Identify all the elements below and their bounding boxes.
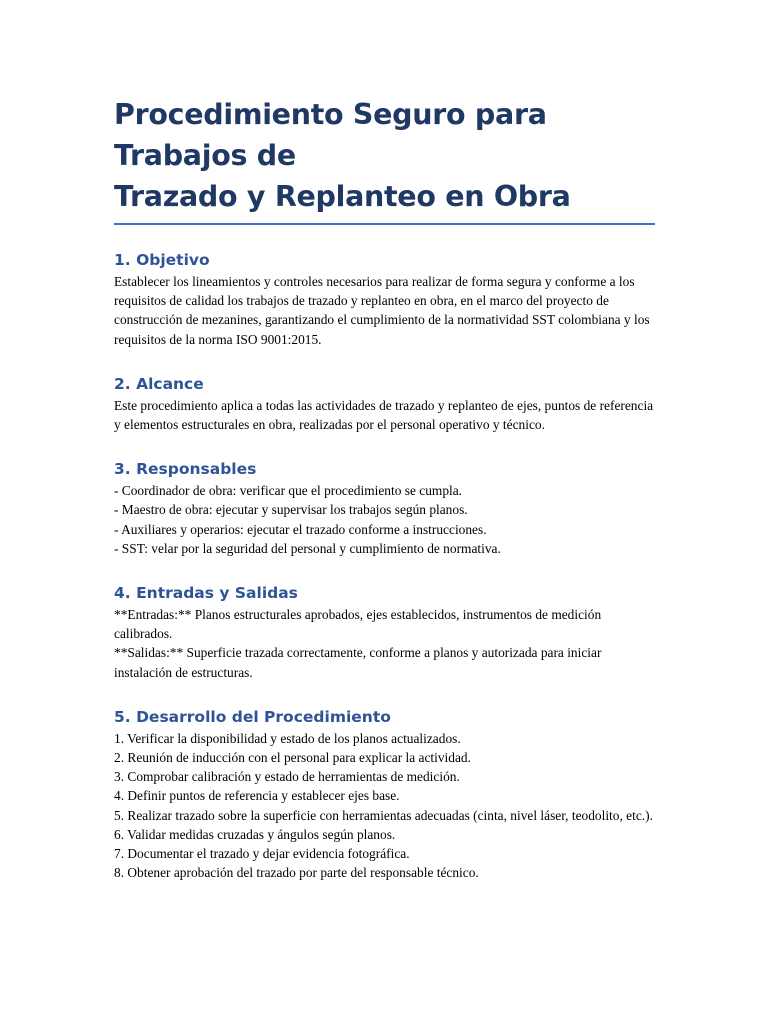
section-text-objetivo: Establecer los lineamientos y controles necesarios para realizar de forma segura y conforme a los requisitos de calidad los trabajos de trazado y replanteo en obra, en el marco del proyecto de construcción de mezanines, garantizando el cumplimiento de la normatividad SST colombiana y los requisitos de la norma ISO 9001:2015. xyxy=(114,274,650,347)
section-alcance xyxy=(114,373,656,434)
document-page xyxy=(114,94,656,906)
procedure-step: 1. Verificar la disponibilidad y estado de los planos actualizados. xyxy=(114,730,461,746)
section-text-alcance: Este procedimiento aplica a todas las actividades de trazado y replanteo de ejes, puntos de referencia y elementos estructurales en obra, realizadas por el personal operativo y técnico. xyxy=(114,397,654,433)
procedure-step: 5. Realizar trazado sobre la superficie con herramientas adecuadas (cinta, nivel láser, teodolito, etc.). xyxy=(114,807,653,823)
section-heading-objetivo: 1. Objetivo xyxy=(114,251,210,269)
section-objetivo xyxy=(114,249,656,349)
document-title-line-2: Trazado y Replanteo en Obra xyxy=(114,180,571,213)
responsable-item: - Auxiliares y operarios: ejecutar el trazado conforme a instrucciones. xyxy=(114,521,487,537)
section-heading-responsables: 3. Responsables xyxy=(114,460,257,479)
responsable-item: - SST: velar por la seguridad del personal y cumplimiento de normativa. xyxy=(114,540,501,556)
document-title-line-1: Procedimiento Seguro para Trabajos de xyxy=(114,98,547,172)
procedure-step: 8. Obtener aprobación del trazado por parte del responsable técnico. xyxy=(114,865,479,881)
procedure-step: 4. Definir puntos de referencia y establecer ejes base. xyxy=(114,788,400,804)
section-heading-entradas-salidas: 4. Entradas y Salidas xyxy=(114,584,298,603)
salidas-text: **Salidas:** Superficie trazada correctamente, conforme a planos y autorizada para iniciar instalación de estructuras. xyxy=(114,645,602,680)
section-entradas-salidas xyxy=(114,582,656,682)
responsable-item: - Maestro de obra: ejecutar y supervisar los trabajos según planos. xyxy=(114,502,468,518)
section-heading-desarrollo: 5. Desarrollo del Procedimiento xyxy=(114,707,391,726)
procedure-step: 7. Documentar el trazado y dejar evidencia fotográfica. xyxy=(114,846,410,862)
procedure-step: 3. Comprobar calibración y estado de herramientas de medición. xyxy=(114,769,460,785)
title-underline-rule xyxy=(114,223,655,225)
section-responsables xyxy=(114,458,656,558)
section-heading-alcance: 2. Alcance xyxy=(114,374,204,393)
procedure-step: 6. Validar medidas cruzadas y ángulos según planos. xyxy=(114,826,396,842)
section-desarrollo xyxy=(114,706,656,883)
responsable-item: - Coordinador de obra: verificar que el procedimiento se cumpla. xyxy=(114,483,463,499)
entradas-text: **Entradas:** Planos estructurales aprobados, ejes establecidos, instrumentos de medición calibrados. xyxy=(114,607,602,642)
procedure-step: 2. Reunión de inducción con el personal para explicar la actividad. xyxy=(114,750,471,766)
document-title xyxy=(114,94,656,217)
